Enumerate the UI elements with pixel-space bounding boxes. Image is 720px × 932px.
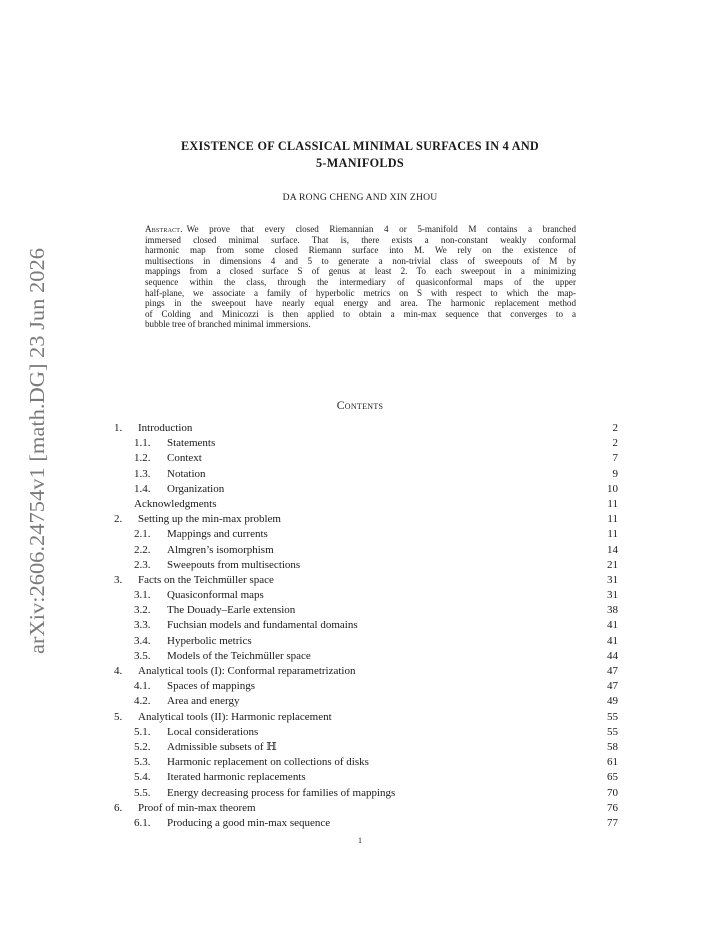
toc-entry-label: Quasiconformal maps: [167, 589, 264, 602]
abstract-line-text: We prove that every closed Riemannian 4 or 5-manifold M contains a branched: [186, 224, 576, 234]
toc-entry-page: 41: [607, 619, 618, 632]
toc-entry-number: 6.1.: [134, 816, 151, 829]
abstract-line: [145, 245, 576, 256]
toc-entry-page: 11: [607, 497, 618, 510]
toc-entry-page: 31: [607, 573, 618, 586]
toc-entry-label: Fuchsian models and fundamental domains: [167, 619, 358, 632]
toc-entry-page: 76: [607, 801, 618, 814]
toc-entry-page: 41: [607, 634, 618, 647]
toc-entry-number: 5.: [114, 710, 123, 723]
toc-entry-label: Local considerations: [167, 725, 259, 738]
toc-entry-page: 44: [607, 649, 618, 662]
toc-entry-label: Spaces of mappings: [167, 680, 255, 693]
toc-entry-label: Mappings and currents: [167, 528, 268, 541]
toc-entry[interactable]: [114, 467, 618, 482]
toc-entry[interactable]: [114, 755, 618, 770]
toc-entry-number: 1.2.: [134, 452, 151, 465]
toc-entry-page: 65: [607, 771, 618, 784]
toc-entry[interactable]: [114, 497, 618, 512]
toc-entry[interactable]: [114, 436, 618, 451]
arxiv-stamp: [14, 245, 54, 657]
toc-entry-page: 55: [607, 710, 618, 723]
abstract-line: [145, 309, 576, 320]
toc-entry-label: Analytical tools (II): Harmonic replacement: [138, 710, 332, 723]
toc-entry-number: 2.1.: [134, 528, 151, 541]
toc-entry-label: Context: [167, 452, 202, 465]
toc-entry-number: 1.: [114, 422, 123, 434]
toc-entry[interactable]: [114, 740, 618, 755]
toc-entry-page: 21: [607, 558, 618, 571]
toc-entry-label: Acknowledgments: [134, 497, 217, 510]
toc-entry[interactable]: [114, 770, 618, 785]
arxiv-stamp-text: arXiv:2606.24754v1 [math.DG] 23 Jun 2026: [25, 265, 49, 654]
toc-entry-label: Admissible subsets of ℍ: [167, 740, 277, 753]
toc-entry[interactable]: [114, 816, 618, 831]
toc-entry-label: Models of the Teichmüller space: [167, 649, 311, 662]
abstract: [145, 224, 576, 330]
toc-entry-page: 11: [607, 528, 618, 541]
toc-entry[interactable]: [114, 710, 618, 725]
toc-entry-label: Analytical tools (I): Conformal reparametrization: [138, 665, 356, 677]
toc-entry-page: 47: [607, 680, 618, 693]
toc-entry[interactable]: [114, 603, 618, 618]
toc-entry-label: Iterated harmonic replacements: [167, 771, 306, 784]
toc-entry-label: The Douady–Earle extension: [167, 604, 296, 617]
authors: DA RONG CHENG AND XIN ZHOU: [282, 192, 438, 203]
toc-entry-number: 2.2.: [134, 543, 151, 556]
toc-entry-number: 3.4.: [134, 634, 151, 647]
toc-entry-page: 7: [612, 452, 618, 465]
toc-entry-number: 1.3.: [134, 467, 151, 480]
toc-entry[interactable]: [114, 618, 618, 633]
abstract-line: [145, 288, 576, 299]
toc-entry-number: 5.4.: [134, 771, 151, 784]
paper-title: [90, 138, 630, 172]
toc-entry-label: Facts on the Teichmüller space: [138, 573, 274, 586]
toc-entry-label: Proof of min-max theorem: [138, 801, 256, 814]
toc-entry-label: Producing a good min-max sequence: [167, 816, 331, 829]
abstract-line: [145, 235, 576, 246]
toc-entry[interactable]: [114, 482, 618, 497]
table-of-contents: [114, 421, 618, 831]
toc-entry-number: 6.: [114, 801, 123, 814]
abstract-line-text: harmonic map from some closed Riemann surface into M. We rely on the existence of: [145, 245, 576, 256]
toc-entry[interactable]: [114, 512, 618, 527]
toc-entry[interactable]: [114, 588, 618, 603]
abstract-line: [145, 224, 576, 235]
abstract-line-text: mappings from a closed surface S of genus at least 2. To each sweepout in a minimizing: [145, 266, 576, 277]
toc-entry-page: 61: [607, 756, 618, 769]
toc-entry-label: Setting up the min-max problem: [138, 513, 281, 526]
toc-entry[interactable]: [114, 451, 618, 466]
toc-entry-page: 10: [607, 482, 618, 495]
abstract-line-text: of Colding and Minicozzi is then applied to obtain a min-max sequence that converges to a: [145, 308, 576, 319]
contents-heading: Contents: [336, 399, 384, 412]
toc-entry-number: 5.1.: [134, 725, 151, 738]
toc-entry[interactable]: [114, 725, 618, 740]
abstract-line-text: half-plane, we associate a family of hyperbolic metrics on S with respect to which the map-: [145, 287, 576, 298]
toc-entry[interactable]: [114, 421, 618, 436]
toc-entry-label: Harmonic replacement on collections of disks: [167, 756, 369, 769]
toc-entry[interactable]: [114, 543, 618, 558]
toc-entry-page: 9: [612, 467, 618, 480]
toc-entry-number: 2.: [114, 513, 123, 526]
toc-entry-number: 1.4.: [134, 482, 151, 495]
toc-entry-page: 38: [607, 604, 618, 617]
toc-entry-label: Sweepouts from multisections: [167, 558, 301, 571]
title-line-2: 5-MANIFOLDS: [316, 156, 404, 170]
abstract-line-text: bubble tree of branched minimal immersions.: [145, 319, 311, 330]
abstract-line-text: multisections in dimensions 4 and 5 to generate a non-trivial class of sweepouts of M by: [145, 255, 576, 266]
toc-entry-number: 3.3.: [134, 619, 151, 632]
toc-entry-label: Energy decreasing process for families of mappings: [167, 786, 396, 799]
abstract-line-text: pings in the sweepout have nearly equal energy and area. The harmonic replacement method: [145, 298, 576, 309]
toc-entry-number: 3.: [114, 573, 123, 586]
toc-entry-page: 70: [607, 786, 618, 799]
abstract-line: [145, 256, 576, 267]
toc-entry[interactable]: [114, 558, 618, 573]
toc-entry-page: 31: [607, 589, 618, 602]
toc-entry-page: 2: [612, 422, 618, 434]
toc-entry-page: 47: [607, 665, 618, 677]
toc-entry-number: 1.1.: [134, 437, 151, 450]
abstract-line: [145, 277, 576, 288]
title-line-1: EXISTENCE OF CLASSICAL MINIMAL SURFACES IN 4 AND: [180, 139, 540, 153]
toc-entry-number: 4.2.: [134, 695, 151, 708]
toc-entry-number: 4.1.: [134, 680, 151, 693]
toc-entry-label: Organization: [167, 482, 225, 495]
toc-entry-label: Introduction: [138, 422, 193, 434]
toc-entry[interactable]: [114, 573, 618, 588]
toc-entry-page: 55: [607, 725, 618, 738]
toc-entry[interactable]: [114, 679, 618, 694]
toc-entry-label: Area and energy: [167, 695, 240, 708]
toc-entry-page: 2: [612, 437, 618, 450]
toc-entry[interactable]: [114, 664, 618, 679]
abstract-line: [145, 319, 576, 330]
toc-entry-page: 49: [607, 695, 618, 708]
toc-entry[interactable]: [114, 527, 618, 542]
toc-entry[interactable]: [114, 634, 618, 649]
toc-entry-page: 77: [607, 816, 618, 829]
abstract-line: [145, 298, 576, 309]
page-number: 1: [358, 836, 362, 845]
toc-entry[interactable]: [114, 786, 618, 801]
abstract-line-text: sequence within the class, through the intermediary of quasiconformal maps of the upper: [145, 276, 576, 287]
toc-entry-number: 3.1.: [134, 589, 151, 602]
toc-entry-number: 5.2.: [134, 740, 151, 753]
toc-entry-number: 3.2.: [134, 604, 151, 617]
toc-entry-label: Almgren’s isomorphism: [167, 543, 274, 556]
toc-entry-label: Statements: [167, 437, 216, 450]
toc-entry[interactable]: [114, 694, 618, 709]
toc-entry[interactable]: [114, 801, 618, 816]
abstract-keyword: Abstract.: [145, 224, 183, 234]
toc-entry-number: 3.5.: [134, 649, 151, 662]
toc-entry-page: 11: [607, 513, 618, 526]
toc-entry-number: 4.: [114, 665, 123, 677]
toc-entry-label: Hyperbolic metrics: [167, 634, 252, 647]
toc-entry-page: 58: [607, 740, 618, 753]
toc-entry-label: Notation: [167, 467, 206, 480]
toc-entry[interactable]: [114, 649, 618, 664]
toc-entry-number: 5.5.: [134, 786, 151, 799]
abstract-line: [145, 266, 576, 277]
abstract-line-text: immersed closed minimal surface. That is, there exists a non-constant weakly conformal: [145, 234, 576, 245]
toc-entry-number: 5.3.: [134, 756, 151, 769]
toc-entry-page: 14: [607, 543, 618, 556]
toc-entry-number: 2.3.: [134, 558, 151, 571]
